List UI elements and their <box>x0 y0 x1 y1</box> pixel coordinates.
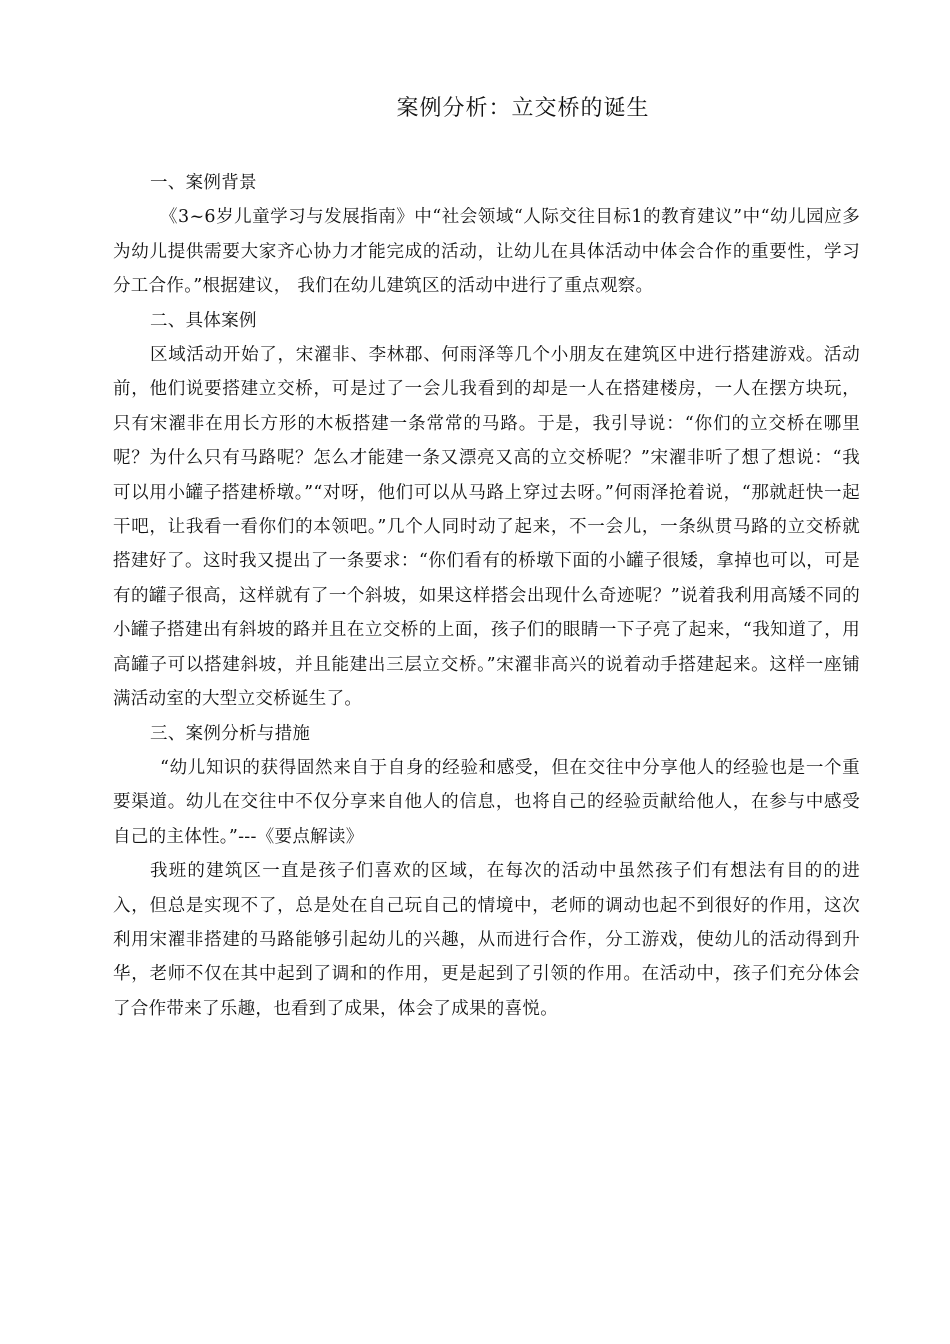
paragraph-analysis-measures: 我班的建筑区一直是孩子们喜欢的区域，在每次的活动中虽然孩子们有想法有目的的进入，但总是实现不了，总是处在自己玩自己的情境中，老师的调动也起不到很好的作用，这次利用宋濯非搭建的马路能够引起幼儿的兴趣，从而进行合作，分工游戏，使幼儿的活动得到升华，老师不仅在其中起到了调和的作用，更是起到了引领的作用。在活动中，孩子们充分体会了合作带来了乐趣，也看到了成果，体会了成果的喜悦。 <box>113 861 860 1019</box>
section-heading-background: 一、案例背景 <box>150 173 257 193</box>
section-heading-analysis: 三、案例分析与措施 <box>150 723 311 744</box>
document-title: 案例分析：立交桥的诞生 <box>396 96 650 121</box>
paragraph-case: 区域活动开始了，宋濯非、李林郡、何雨泽等几个小朋友在建筑区中进行搭建游戏。活动前，他们说要搭建立交桥，可是过了一会儿我看到的却是一人在搭建楼房，一人在摆方块玩，只有宋濯非在用长方形的木板搭建一条常常的马路。于是，我引导说：“你们的立交桥在哪里呢？为什么只有马路呢？怎么才能建一条又漂亮又高的立交桥呢？”宋濯非听了想了想说：“我可以用小罐子搭建桥墩。”“对呀，他们可以从马路上穿过去呀。”何雨泽抢着说，“那就赶快一起干吧，让我看一看你们的本领吧。”几个人同时动了起来，不一会儿，一条纵贯马路的立交桥就搭建好了。这时我又提出了一条要求：“你们看有的桥墩下面的小罐子很矮，拿掉也可以，可是有的罐子很高，这样就有了一个斜坡，如果这样搭会出现什么奇迹呢？”说着我利用高矮不同的小罐子搭建出有斜坡的路并且在立交桥的上面，孩子们的眼睛一下子亮了起来，“我知道了，用高罐子可以搭建斜坡，并且能建出三层立交桥。”宋濯非高兴的说着动手搭建起来。这样一座铺满活动室的大型立交桥诞生了。 <box>113 345 860 710</box>
section-heading-case: 二、具体案例 <box>150 310 257 331</box>
paragraph-analysis-quote: “幼儿知识的获得固然来自于自身的经验和感受，但在交往中分享他人的经验也是一个重要渠道。幼儿在交往中不仅分享来自他人的信息，也将自己的经验贡献给他人，在参与中感受自己的主体性。”---《要点解读》 <box>113 757 860 847</box>
document-body <box>113 166 860 1026</box>
paragraph-background: 《3~6岁儿童学习与发展指南》中“社会领域“人际交往目标1的教育建议”中“幼儿园应多为幼儿提供需要大家齐心协力才能完成的活动，让幼儿在具体活动中体会合作的重要性，学习分工合作。”根据建议， 我们在幼儿建筑区的活动中进行了重点观察。 <box>113 207 860 297</box>
